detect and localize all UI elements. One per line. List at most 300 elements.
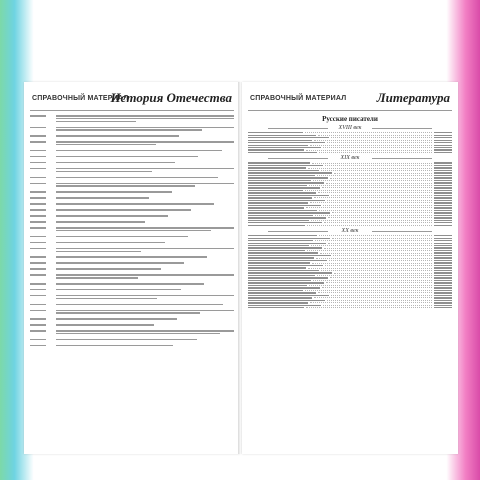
writer-row: [248, 195, 452, 196]
writer-row: [248, 270, 452, 271]
history-entry: [30, 134, 234, 138]
writer-years: [434, 220, 452, 221]
leader-dots: [309, 285, 432, 286]
writer-name: [248, 290, 303, 291]
history-entry: [30, 167, 234, 174]
writer-years: [434, 225, 452, 226]
history-entry-text: [56, 134, 234, 138]
writer-years: [434, 265, 452, 266]
writer-row: [248, 135, 452, 136]
history-entry-year: [30, 226, 52, 233]
leader-dots: [320, 253, 432, 254]
writer-row: [248, 197, 452, 198]
writer-name: [248, 275, 315, 276]
history-timeline: [30, 114, 234, 348]
writer-years: [434, 167, 452, 168]
history-entry: [30, 155, 234, 159]
writer-years: [434, 275, 452, 276]
writer-row: [248, 260, 452, 261]
writer-row: [248, 177, 452, 178]
writer-years: [434, 182, 452, 183]
writer-row: [248, 217, 452, 218]
history-entry-year: [30, 161, 52, 165]
writer-name: [248, 265, 323, 266]
history-entry-text: [56, 181, 234, 188]
writer-name: [248, 202, 308, 203]
history-entry-text: [56, 202, 234, 206]
leader-dots: [318, 192, 432, 193]
writer-name: [248, 267, 306, 268]
history-entry-text: [56, 114, 234, 123]
history-entry-text: [56, 140, 234, 147]
history-entry-text: [56, 208, 234, 212]
history-page-title: История Отечества: [110, 90, 232, 105]
history-entry-text: [56, 255, 234, 259]
history-entry-text: [56, 294, 234, 301]
literature-page-header: [248, 88, 452, 111]
writer-years: [434, 238, 452, 239]
writer-years: [434, 222, 452, 223]
writer-years: [434, 200, 452, 201]
leader-dots: [331, 195, 432, 196]
leader-dots: [327, 300, 432, 301]
writer-years: [434, 297, 452, 298]
history-entry: [30, 208, 234, 212]
writer-name: [248, 225, 305, 226]
history-entry: [30, 323, 234, 327]
writer-row: [248, 235, 452, 236]
writers-subtitle: Русские писатели: [322, 115, 378, 123]
writer-name: [248, 172, 332, 173]
writer-name: [248, 235, 317, 236]
history-entry-year: [30, 202, 52, 206]
writer-years: [434, 137, 452, 138]
writer-years: [434, 277, 452, 278]
writer-years: [434, 260, 452, 261]
writer-name: [248, 185, 307, 186]
writer-row: [248, 147, 452, 148]
history-entry-year: [30, 208, 52, 212]
history-entry-year: [30, 190, 52, 194]
writer-name: [248, 300, 325, 301]
history-entry-year: [30, 235, 52, 239]
history-entry: [30, 255, 234, 259]
leader-dots: [331, 295, 432, 296]
writer-years: [434, 217, 452, 218]
writer-name: [248, 215, 313, 216]
leader-dots: [323, 305, 432, 306]
leader-dots: [305, 190, 432, 191]
leader-dots: [312, 263, 432, 264]
writer-years: [434, 175, 452, 176]
writer-row: [248, 285, 452, 286]
writer-row: [248, 205, 452, 206]
leader-dots: [333, 255, 432, 256]
writer-name: [248, 207, 304, 208]
writer-years: [434, 240, 452, 241]
history-entry: [30, 114, 234, 123]
leader-dots: [317, 175, 432, 176]
history-entry: [30, 220, 234, 224]
writer-years: [434, 132, 452, 133]
writer-name: [248, 145, 308, 146]
writer-years: [434, 270, 452, 271]
leader-dots: [324, 222, 432, 223]
writer-name: [248, 238, 330, 239]
history-entry-year: [30, 220, 52, 224]
writer-name: [248, 220, 309, 221]
leader-dots: [315, 240, 432, 241]
writer-name: [248, 245, 309, 246]
writer-name: [248, 280, 311, 281]
writer-name: [248, 200, 325, 201]
writer-name: [248, 305, 321, 306]
writer-years: [434, 197, 452, 198]
history-entry: [30, 175, 234, 179]
history-entry: [30, 190, 234, 194]
history-entry: [30, 161, 234, 165]
writer-years: [434, 207, 452, 208]
writer-name: [248, 295, 329, 296]
history-entry-year: [30, 308, 52, 315]
writer-name: [248, 167, 306, 168]
writer-years: [434, 245, 452, 246]
leader-dots: [314, 140, 432, 141]
leader-dots: [314, 197, 432, 198]
history-section-label: СПРАВОЧНЫЙ МАТЕРИАЛ: [32, 95, 129, 102]
writer-row: [248, 212, 452, 213]
history-entry-text: [56, 196, 234, 200]
writer-name: [248, 135, 316, 136]
writer-row: [248, 225, 452, 226]
leader-dots: [311, 220, 432, 221]
history-entry-year: [30, 273, 52, 280]
writer-years: [434, 195, 452, 196]
writer-name: [248, 302, 308, 303]
leader-dots: [327, 142, 432, 143]
writer-name: [248, 149, 304, 150]
leader-dots: [326, 282, 432, 283]
leader-dots: [311, 245, 432, 246]
leader-dots: [331, 137, 432, 138]
history-entry-text: [56, 273, 234, 280]
history-entry-year: [30, 149, 52, 153]
history-entry-text: [56, 247, 234, 254]
history-entry: [30, 273, 234, 280]
writer-row: [248, 302, 452, 303]
leader-dots: [310, 202, 432, 203]
history-entry-text: [56, 323, 234, 327]
writer-years: [434, 307, 452, 308]
writer-years: [434, 250, 452, 251]
writer-name: [248, 190, 303, 191]
writer-name: [248, 205, 321, 206]
leader-dots: [319, 152, 432, 153]
history-entry-year: [30, 294, 52, 301]
leader-dots: [322, 287, 432, 288]
writer-name: [248, 307, 304, 308]
writer-row: [248, 170, 452, 171]
history-entry: [30, 125, 234, 132]
writer-row: [248, 152, 452, 153]
writer-row: [248, 287, 452, 288]
writer-years: [434, 187, 452, 188]
writer-row: [248, 265, 452, 266]
writer-name: [248, 270, 319, 271]
writer-row: [248, 187, 452, 188]
writer-name: [248, 210, 317, 211]
writer-years: [434, 282, 452, 283]
leader-dots: [314, 297, 432, 298]
leader-dots: [308, 268, 432, 269]
writer-name: [248, 262, 310, 263]
writer-name: [248, 285, 307, 286]
leader-dots: [328, 243, 432, 244]
history-entry: [30, 288, 234, 292]
writer-row: [248, 207, 452, 208]
writer-name: [248, 170, 319, 171]
writer-years: [434, 300, 452, 301]
writer-years: [434, 235, 452, 236]
history-page: [24, 82, 240, 454]
writer-years: [434, 149, 452, 150]
writer-name: [248, 292, 316, 293]
writer-years: [434, 305, 452, 306]
history-entry-year: [30, 241, 52, 245]
leader-dots: [325, 265, 432, 266]
history-entry-year: [30, 338, 52, 342]
history-entry: [30, 214, 234, 218]
history-entry-year: [30, 175, 52, 179]
history-entry: [30, 267, 234, 271]
history-entry-text: [56, 226, 234, 233]
history-entry-year: [30, 344, 52, 348]
writer-years: [434, 215, 452, 216]
writer-years: [434, 292, 452, 293]
history-entry-text: [56, 302, 234, 306]
writer-row: [248, 137, 452, 138]
writer-row: [248, 222, 452, 223]
writer-years: [434, 255, 452, 256]
writer-name: [248, 152, 317, 153]
leader-dots: [313, 180, 432, 181]
writer-name: [248, 132, 303, 133]
leader-dots: [329, 260, 432, 261]
writer-row: [248, 295, 452, 296]
writer-row: [248, 192, 452, 193]
leader-dots: [312, 163, 432, 164]
writer-name: [248, 177, 328, 178]
history-entry-text: [56, 288, 234, 292]
literature-page: [242, 82, 458, 454]
writer-name: [248, 142, 325, 143]
writer-years: [434, 280, 452, 281]
writer-name: [248, 175, 315, 176]
history-entry: [30, 344, 234, 348]
writer-name: [248, 182, 324, 183]
history-entry-year: [30, 255, 52, 259]
leader-dots: [324, 248, 432, 249]
leader-dots: [330, 178, 432, 179]
history-entry-year: [30, 134, 52, 138]
leader-dots: [318, 135, 432, 136]
history-entry-year: [30, 267, 52, 271]
writer-name: [248, 162, 310, 163]
leader-dots: [310, 145, 432, 146]
leader-dots: [319, 210, 432, 211]
writer-row: [248, 190, 452, 191]
history-entry: [30, 282, 234, 286]
writer-years: [434, 262, 452, 263]
leader-dots: [309, 185, 432, 186]
writer-row: [248, 162, 452, 163]
writer-row: [248, 240, 452, 241]
writer-name: [248, 140, 312, 141]
writer-name: [248, 187, 320, 188]
writer-years: [434, 202, 452, 203]
leader-dots: [305, 290, 432, 291]
writer-row: [248, 297, 452, 298]
history-entry: [30, 294, 234, 301]
writer-name: [248, 247, 322, 248]
writer-row: [248, 247, 452, 248]
history-entry: [30, 202, 234, 206]
writer-name: [248, 197, 312, 198]
writer-row: [248, 238, 452, 239]
writer-row: [248, 257, 452, 258]
leader-dots: [332, 212, 432, 213]
writer-name: [248, 260, 327, 261]
writer-years: [434, 172, 452, 173]
leader-dots: [323, 147, 432, 148]
history-entry: [30, 140, 234, 147]
history-entry-text: [56, 149, 234, 153]
writer-years: [434, 295, 452, 296]
writer-row: [248, 180, 452, 181]
writer-row: [248, 305, 452, 306]
history-entry: [30, 181, 234, 188]
writer-name: [248, 180, 311, 181]
leader-dots: [310, 302, 432, 303]
history-entry: [30, 196, 234, 200]
writer-years: [434, 257, 452, 258]
history-entry: [30, 235, 234, 239]
leader-dots: [307, 250, 432, 251]
writer-name: [248, 217, 326, 218]
history-entry-text: [56, 125, 234, 132]
history-entry-year: [30, 247, 52, 254]
history-entry-year: [30, 288, 52, 292]
writer-row: [248, 300, 452, 301]
writer-years: [434, 145, 452, 146]
history-entry-year: [30, 181, 52, 188]
writer-row: [248, 262, 452, 263]
leader-dots: [306, 207, 432, 208]
leader-dots: [315, 215, 432, 216]
writer-name: [248, 192, 316, 193]
writer-years: [434, 190, 452, 191]
century-heading: XX век: [248, 228, 452, 234]
history-entry-year: [30, 282, 52, 286]
leader-dots: [306, 150, 432, 151]
writer-row: [248, 200, 452, 201]
writer-row: [248, 182, 452, 183]
writer-name: [248, 243, 326, 244]
writer-name: [248, 297, 312, 298]
leader-dots: [306, 307, 432, 308]
leader-dots: [322, 187, 432, 188]
leader-dots: [328, 217, 432, 218]
history-entry-text: [56, 167, 234, 174]
history-entry: [30, 329, 234, 336]
writer-row: [248, 202, 452, 203]
writer-name: [248, 147, 321, 148]
writer-name: [248, 277, 328, 278]
history-entry: [30, 226, 234, 233]
writer-years: [434, 302, 452, 303]
writer-row: [248, 250, 452, 251]
leader-dots: [321, 270, 432, 271]
leader-dots: [325, 165, 432, 166]
writer-years: [434, 140, 452, 141]
literature-page-title: Литература: [376, 90, 450, 105]
writer-years: [434, 210, 452, 211]
history-entry-year: [30, 114, 52, 123]
history-entry-year: [30, 323, 52, 327]
writer-years: [434, 287, 452, 288]
literature-section-label: СПРАВОЧНЫЙ МАТЕРИАЛ: [250, 95, 347, 102]
writer-years: [434, 165, 452, 166]
history-entry-text: [56, 161, 234, 165]
writer-years: [434, 212, 452, 213]
writer-name: [248, 287, 320, 288]
history-entry-text: [56, 235, 234, 239]
history-entry: [30, 338, 234, 342]
writer-row: [248, 245, 452, 246]
writer-years: [434, 205, 452, 206]
writer-years: [434, 152, 452, 153]
leader-dots: [327, 200, 432, 201]
writer-row: [248, 172, 452, 173]
writer-row: [248, 252, 452, 253]
history-entry-year: [30, 196, 52, 200]
writer-row: [248, 280, 452, 281]
history-entry: [30, 241, 234, 245]
writer-name: [248, 137, 329, 138]
writer-years: [434, 180, 452, 181]
writer-years: [434, 185, 452, 186]
writer-row: [248, 165, 452, 166]
writer-row: [248, 282, 452, 283]
history-entry-year: [30, 329, 52, 336]
writer-name: [248, 250, 305, 251]
writer-years: [434, 272, 452, 273]
writer-row: [248, 145, 452, 146]
writer-years: [434, 290, 452, 291]
history-entry-year: [30, 140, 52, 147]
writer-row: [248, 255, 452, 256]
history-entry: [30, 308, 234, 315]
leader-dots: [308, 168, 432, 169]
history-entry-text: [56, 282, 234, 286]
writer-row: [248, 243, 452, 244]
history-entry: [30, 302, 234, 306]
history-entry-text: [56, 190, 234, 194]
history-entry-text: [56, 344, 234, 348]
leader-dots: [307, 225, 432, 226]
leader-dots: [330, 277, 432, 278]
writer-row: [248, 167, 452, 168]
